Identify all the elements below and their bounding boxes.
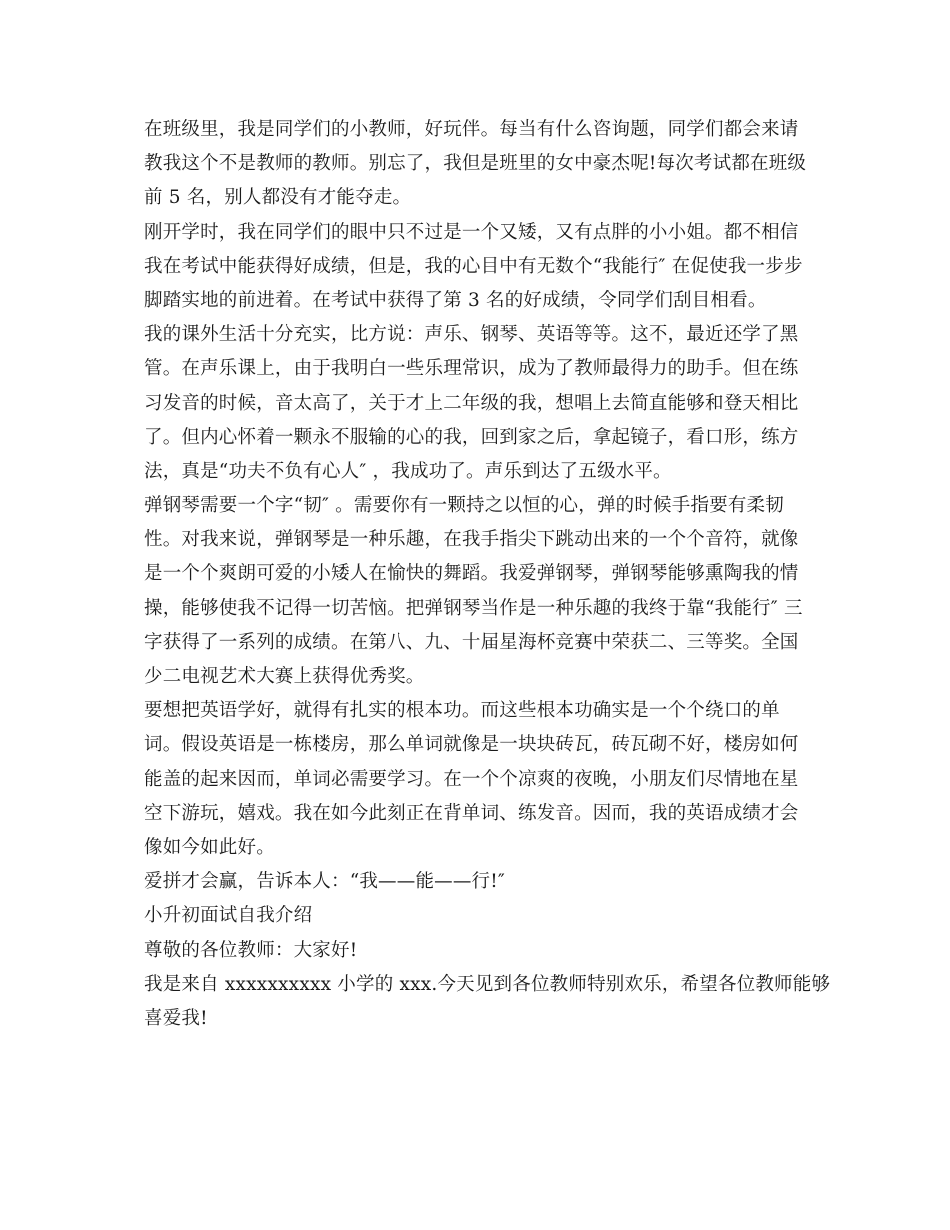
text-line: 词。假设英语是一栋楼房，那么单词就像是一块块砖瓦，砖瓦砌不好，楼房如何 — [144, 734, 799, 756]
text-line: 爱拼才会赢，告诉本人：“我——能——行!″ — [144, 871, 506, 893]
text-line: 前 5 名，别人都没有才能夺走。 — [144, 187, 412, 209]
text-line: 能盖的起来因而，单词必需要学习。在一个个凉爽的夜晚，小朋友们尽情地在星 — [144, 768, 799, 790]
text-line: 空下游玩，嬉戏。我在如今此刻正在背单词、练发音。因而，我的英语成绩才会 — [144, 802, 799, 824]
text-line: 弹钢琴需要一个字“韧″ 。需要你有一颗持之以恒的心，弹的时候手指要有柔韧 — [144, 495, 784, 517]
text-line: 我在考试中能获得好成绩，但是，我的心目中有无数个“我能行″ 在促使我一步步 — [144, 255, 803, 277]
text-line: 脚踏实地的前进着。在考试中获得了第 3 名的好成绩，令同学们刮目相看。 — [144, 289, 767, 311]
section-heading: 小升初面试自我介绍 — [144, 905, 313, 927]
text-line: 教我这个不是教师的教师。别忘了，我但是班里的女中豪杰呢!每次考试都在班级 — [144, 153, 807, 175]
text-line: 在班级里，我是同学们的小教师，好玩伴。每当有什么咨询题，同学们都会来请 — [144, 119, 799, 140]
greeting-line: 尊敬的各位教师：大家好! — [144, 939, 358, 961]
text-line: 喜爱我! — [144, 1007, 208, 1029]
text-line: 了。但内心怀着一颗永不服输的心的我，回到家之后，拿起镜子，看口形，练方 — [144, 426, 799, 448]
text-line: 字获得了一系列的成绩。在第八、九、十届星海杯竞赛中荣获二、三等奖。全国 — [144, 631, 799, 653]
text-line: 是一个个爽朗可爱的小矮人在愉快的舞蹈。我爱弹钢琴，弹钢琴能够熏陶我的情 — [144, 563, 799, 585]
text-line: 法，真是“功夫不负有心人″ ，我成功了。声乐到达了五级水平。 — [144, 460, 672, 482]
document-body — [144, 113, 831, 1036]
text-line: 像如今如此好。 — [144, 836, 275, 858]
text-line: 少二电视艺术大赛上获得优秀奖。 — [144, 666, 425, 687]
text-line: 管。在声乐课上，由于我明白一些乐理常识，成为了教师最得力的助手。但在练 — [144, 358, 799, 380]
text-line: 要想把英语学好，就得有扎实的根本功。而这些根本功确实是一个个绕口的单 — [144, 700, 780, 722]
text-line: 我是来自 xxxxxxxxxx 小学的 xxx.今天见到各位教师特别欢乐，希望各位教师能够 — [144, 973, 831, 995]
text-line: 我的课外生活十分充实，比方说：声乐、钢琴、英语等等。这不，最近还学了黑 — [144, 324, 799, 346]
text-line: 性。对我来说，弹钢琴是一种乐趣，在我手指尖下跳动出来的一个个音符，就像 — [144, 529, 799, 551]
text-line: 习发音的时候，音太高了，关于才上二年级的我，想唱上去简直能够和登天相比 — [144, 392, 799, 414]
text-line: 刚开学时，我在同学们的眼中只不过是一个又矮，又有点胖的小小姐。都不相信 — [144, 221, 799, 243]
text-line: 操，能够使我不记得一切苦恼。把弹钢琴当作是一种乐趣的我终于靠“我能行″ 三 — [144, 597, 803, 619]
